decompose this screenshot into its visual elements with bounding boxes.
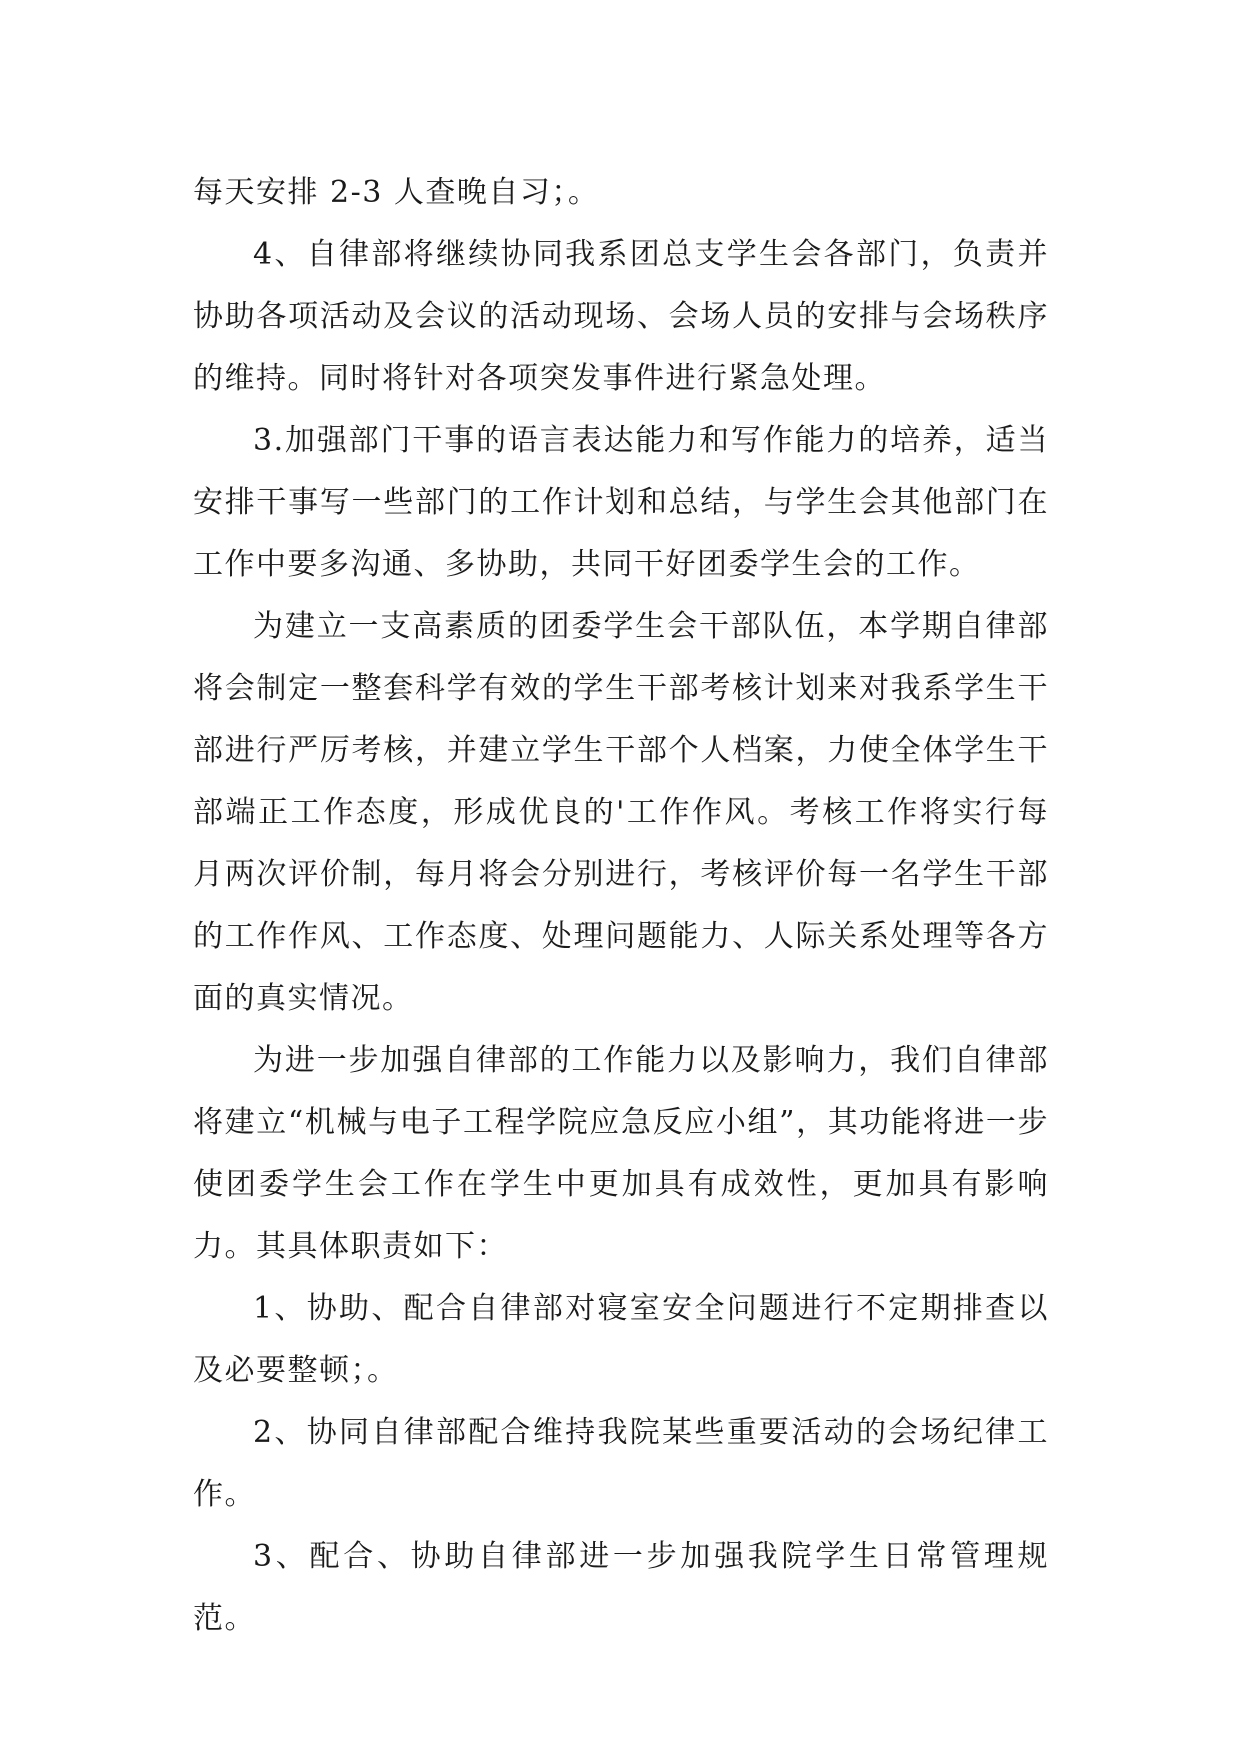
paragraph-emergency-group: 为进一步加强自律部的工作能力以及影响力，我们自律部将建立“机械与电子工程学院应急反应小组”，其功能将进一步使团委学生会工作在学生中更加具有成效性，更加具有影响力。其具体职责如下： bbox=[193, 1043, 1049, 1264]
paragraph-duty-3: 3、配合、协助自律部进一步加强我院学生日常管理规范。 bbox=[193, 1539, 1049, 1636]
paragraph-continuation: 每天安排 2-3 人查晚自习；。 bbox=[193, 175, 600, 210]
paragraph-duty-2: 2、协同自律部配合维持我院某些重要活动的会场纪律工作。 bbox=[193, 1415, 1049, 1512]
paragraph-item-3-training: 3.加强部门干事的语言表达能力和写作能力的培养，适当安排干事写一些部门的工作计划和总结，与学生会其他部门在工作中要多沟通、多协助，共同干好团委学生会的工作。 bbox=[193, 423, 1049, 582]
paragraph-item-4: 4、自律部将继续协同我系团总支学生会各部门，负责并协助各项活动及会议的活动现场、会场人员的安排与会场秩序的维持。同时将针对各项突发事件进行紧急处理。 bbox=[193, 237, 1049, 396]
paragraph-cadre-assessment: 为建立一支高素质的团委学生会干部队伍，本学期自律部将会制定一整套科学有效的学生干部考核计划来对我系学生干部进行严厉考核，并建立学生干部个人档案，力使全体学生干部端正工作态度，形成优良的'工作作风。考核工作将实行每月两次评价制，每月将会分别进行，考核评价每一名学生干部的工作作风、工作态度、处理问题能力、人际关系处理等各方面的真实情况。 bbox=[193, 609, 1049, 1016]
document-body bbox=[193, 162, 1049, 1650]
paragraph-duty-1: 1、协助、配合自律部对寝室安全问题进行不定期排查以及必要整顿；。 bbox=[193, 1291, 1049, 1388]
